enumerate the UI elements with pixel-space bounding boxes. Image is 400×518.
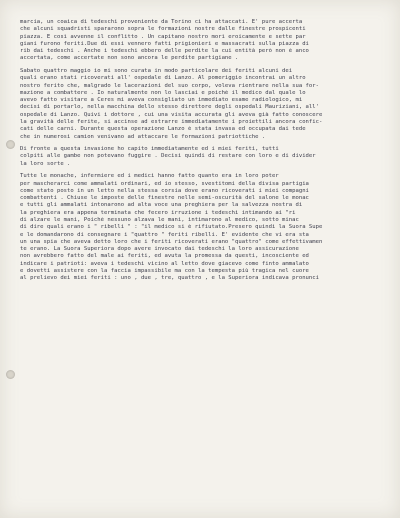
text-line: un una spia che aveva detto loro che i feriti ricoverati erano "quattro" come effettivamen (20, 238, 323, 245)
text-line: al prelievo dei miei feriti : uno , due , tre, quattro , e la Superiora indicava pronunci (20, 275, 319, 282)
text-line: combattenti . Chiuse le imposte delle finestre nelle semi-oscurità del salone le monac (20, 195, 309, 202)
text-line: te erano. La Suora Superiora dopo avere invocato dai tedeschi la loro assicurazione (20, 246, 299, 253)
text-line: che alcuni squadristi spararono sopra le formazioni nostre dalle finestre prospicenti (20, 26, 306, 33)
punch-hole (6, 140, 15, 149)
text-line: giani furono feriti.Due di essi vennero fatti prigionieri e massacrati sulla piazza di (20, 40, 309, 47)
text-line: che in numerosi camion venivano ad attaccare le formazioni patriottiche . (20, 133, 266, 140)
text-line: rib dai tedeschi . Anche i tedeschi ebbero delle perdite la cui entità però non è anco (20, 48, 309, 55)
text-line: Di fronte a questa invasione ho capito immediatamente ed i miei feriti, tutti (20, 146, 279, 153)
text-line: di alzare le mani, Poichè nessuno alzava le mani, intimarono al medico, sotto minac (20, 216, 299, 223)
text-line: la preghiera era appena terminata che fecero irruzione i tedeschi intimando ai "ri (20, 209, 296, 216)
text-line: e dovetti assistere con la faccia impassibile ma con la tempesta più tragica nel cuore (20, 268, 309, 275)
text-line: come stato posto in un letto nella stessa corsia dove erano ricoverati i miei compagni (20, 187, 309, 194)
text-line: avevo fatto visitare a Ceres mi aveva consigliato un immediato esame radiologico, mi (20, 97, 303, 104)
text-line: non avrebbero fatto del male ai feriti, ed avuta la promessa da questi, incosciente ed (20, 253, 309, 260)
text-line: nostro ferito che, malgrado le lacerazioni del suo corpo, voleva rientrare nella sua for- (20, 82, 319, 89)
text-line: piazza. E così avvenne il conflitto . Un capitano nostro morì eroicamente e sette par (20, 33, 306, 40)
text-line: e tutti gli ammalati intonarono ad alta voce una preghiera per la salvezza nostra di (20, 202, 303, 209)
document-body (20, 19, 390, 283)
text-line: mazione a combattere . Io naturalmente non lo lasciai e poichè il medico dal quale lo (20, 89, 306, 96)
text-line: la gravità delle ferite, si accinse ad estrarre immediatamente i proiettili ancora confic- (20, 119, 323, 126)
text-line: decisi di portarlo, nella macchina dello stesso direttore degli ospedali Mauriziani, all' (20, 104, 319, 111)
text-line: colpiti alle gambe non potevano fuggire . Decisi quindi di restare con loro e di divider (20, 153, 316, 160)
text-line: accertata, come accertate non sono ancora le perdite partigiane . (20, 55, 239, 62)
punch-hole (6, 370, 15, 379)
text-line: Tutte le monache, infermiere ed i medici hanno fatto quanto era in loro poter (20, 173, 279, 180)
text-line: quali erano stati ricoverati all' ospedale di Lanzo. Al pomeriggio incontrai un altro (20, 75, 306, 82)
text-line: e le domandarono di consegnare i "quattro " feriti ribelli. E' evidente che vi era sta (20, 231, 309, 238)
text-line: la loro sorte . (20, 160, 71, 167)
text-line: indicare i patrioti: aveva i tedeschi vicino al letto dove giacevo come finto ammalato (20, 260, 309, 267)
text-line: marcia, un coaica di tedeschi proveniente da Torino ci ha attaccati. E' pure accerta (20, 19, 303, 25)
text-line: cati delle carni. Durante questa operazione Lanzo è stata invasa ed occupata dai tede (20, 126, 306, 133)
text-line: Sabato quattro maggio io mi sono curata in modo particolare dei feriti alcuni dei (20, 67, 293, 74)
text-line: di dire quali erano i " ribelli " : "il medico si è rifiutato.Presero quindi la Suora Supe (20, 224, 323, 231)
text-line: ospedale di Lanzo. Quivi i dottore , cui una visita accurata gli aveva già fatto conoscere (20, 111, 323, 118)
text-line: per mascherarci come ammalati ordinari, ed io stesso, svestitomi della divisa partigia (20, 180, 309, 187)
